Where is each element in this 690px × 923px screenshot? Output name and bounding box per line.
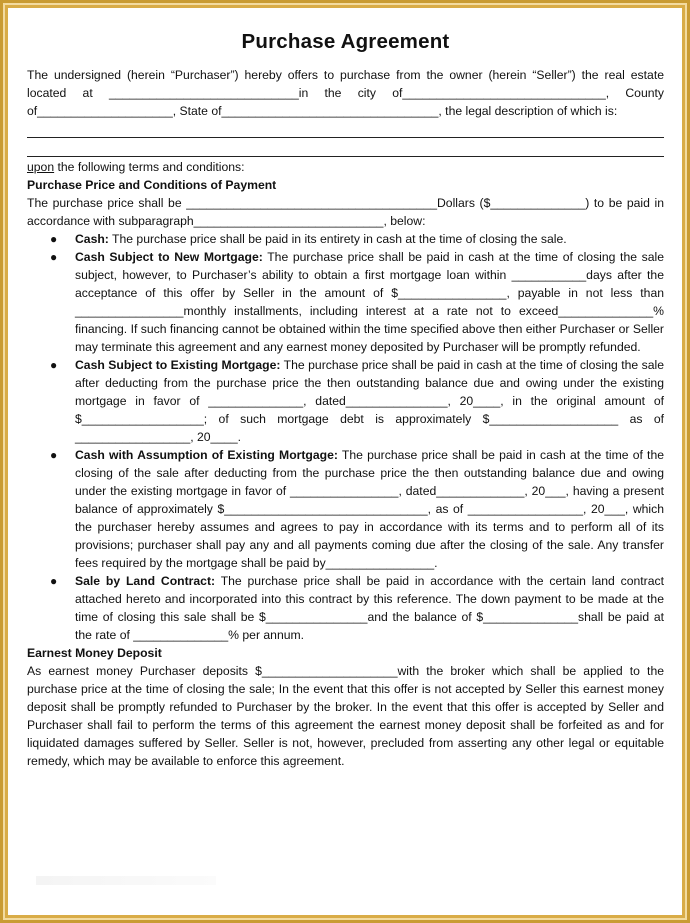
bullet-icon: ● [50,232,58,246]
item-label: Cash Subject to New Mortgage: [75,250,263,264]
list-item-land-contract [27,572,664,644]
bullet-icon: ● [50,358,58,372]
payment-options-list [27,230,664,644]
description-line-2[interactable] [27,139,664,157]
document-title: Purchase Agreement [241,30,450,53]
terms-lead-rest: the following terms and conditions: [54,160,245,174]
item-label: Cash with Assumption of Existing Mortgage: [75,448,338,462]
terms-lead [27,158,664,176]
section-heading-earnest-money: Earnest Money Deposit [27,646,162,660]
item-label: Cash: [75,232,109,246]
purchase-price-paragraph: The purchase price shall be _____________________________________Dollars ($______________) to be paid in accordance with subparagraph____________________________, below: [27,196,664,228]
terms-lead-prefix: upon [27,160,55,174]
item-text: The purchase price shall be paid in cash at the time of the closing of the sale after deducting from the purchase price the then outstanding balance due and owing under the existing mortgage in favor of ________________, dated_____________, 20___, having a present balance of approximately $______________________________, as of _________________, 20___, which the purchaser hereby assumes and agrees to pay in accordance with its terms and to perform all of its provisions; purchaser shall pay any and all payments coming due after the closing of the sale. Any transfer fees required by the mortgage shall be paid by________________. [75,448,664,570]
document-page [8,8,682,915]
bullet-icon: ● [50,574,58,588]
intro-paragraph: The undersigned (herein “Purchaser”) hereby offers to purchase from the owner (herein “Seller”) the real estate located at ____________________________in the city of______________________________, County of____________________, State of________________________________, the legal description of which is: [27,68,664,118]
bullet-icon: ● [50,448,58,462]
document-body [27,30,664,770]
list-item-assumption [27,446,664,572]
description-line-1[interactable] [27,120,664,138]
faint-footer-mark [36,876,216,885]
section-heading-purchase-price: Purchase Price and Conditions of Payment [27,178,277,192]
item-label: Sale by Land Contract: [75,574,216,588]
bullet-icon: ● [50,250,58,264]
list-item-cash [27,230,664,248]
item-label: Cash Subject to Existing Mortgage: [75,358,281,372]
list-item-new-mortgage [27,248,664,356]
item-text: The purchase price shall be paid in its entirety in cash at the time of closing the sale. [108,232,567,246]
item-text: The purchase price shall be paid in cash at the time of closing the sale subject, however, to Purchaser’s ability to obtain a first mortgage loan within ___________days after the acceptance of this offer by Seller in the amount of $________________, payable in not less than ________________monthly installments, including interest at a rate not to exceed______________% financing. If such financing cannot be obtained within the time specified above then either Purchaser or Seller may terminate this agreement and any earnest money deposited by Purchaser will be promptly refunded. [75,250,664,354]
item-text: The purchase price shall be paid in accordance with the certain land contract attached hereto and incorporated into this contract by this reference. The down payment to be made at the time of closing this sale shall be $_______________and the balance of $______________shall be paid at the rate of ______________% per annum. [75,574,664,642]
item-text: The purchase price shall be paid in cash at the time of closing the sale after deducting from the purchase price the then outstanding balance due and owing under the existing mortgage in favor of ______________, dated_______________, 20____, in the original amount of $__________________; of such mortgage debt is approximately $___________________ as of _________________, 20____. [75,358,664,444]
earnest-money-paragraph: As earnest money Purchaser deposits $____________________with the broker which shall be applied to the purchase price at the time of closing the sale; In the event that this offer is not accepted by Seller this earnest money deposit shall be promptly refunded to Purchaser by the broker. In the event that this offer is accepted by Seller and Purchaser shall fail to perform the terms of this agreement the earnest money deposit shall be forfeited as and for liquidated damages suffered by Seller. Seller is not, however, precluded from asserting any other legal or equitable remedy, which may be available to enforce this agreement. [27,664,664,768]
list-item-existing-mortgage [27,356,664,446]
